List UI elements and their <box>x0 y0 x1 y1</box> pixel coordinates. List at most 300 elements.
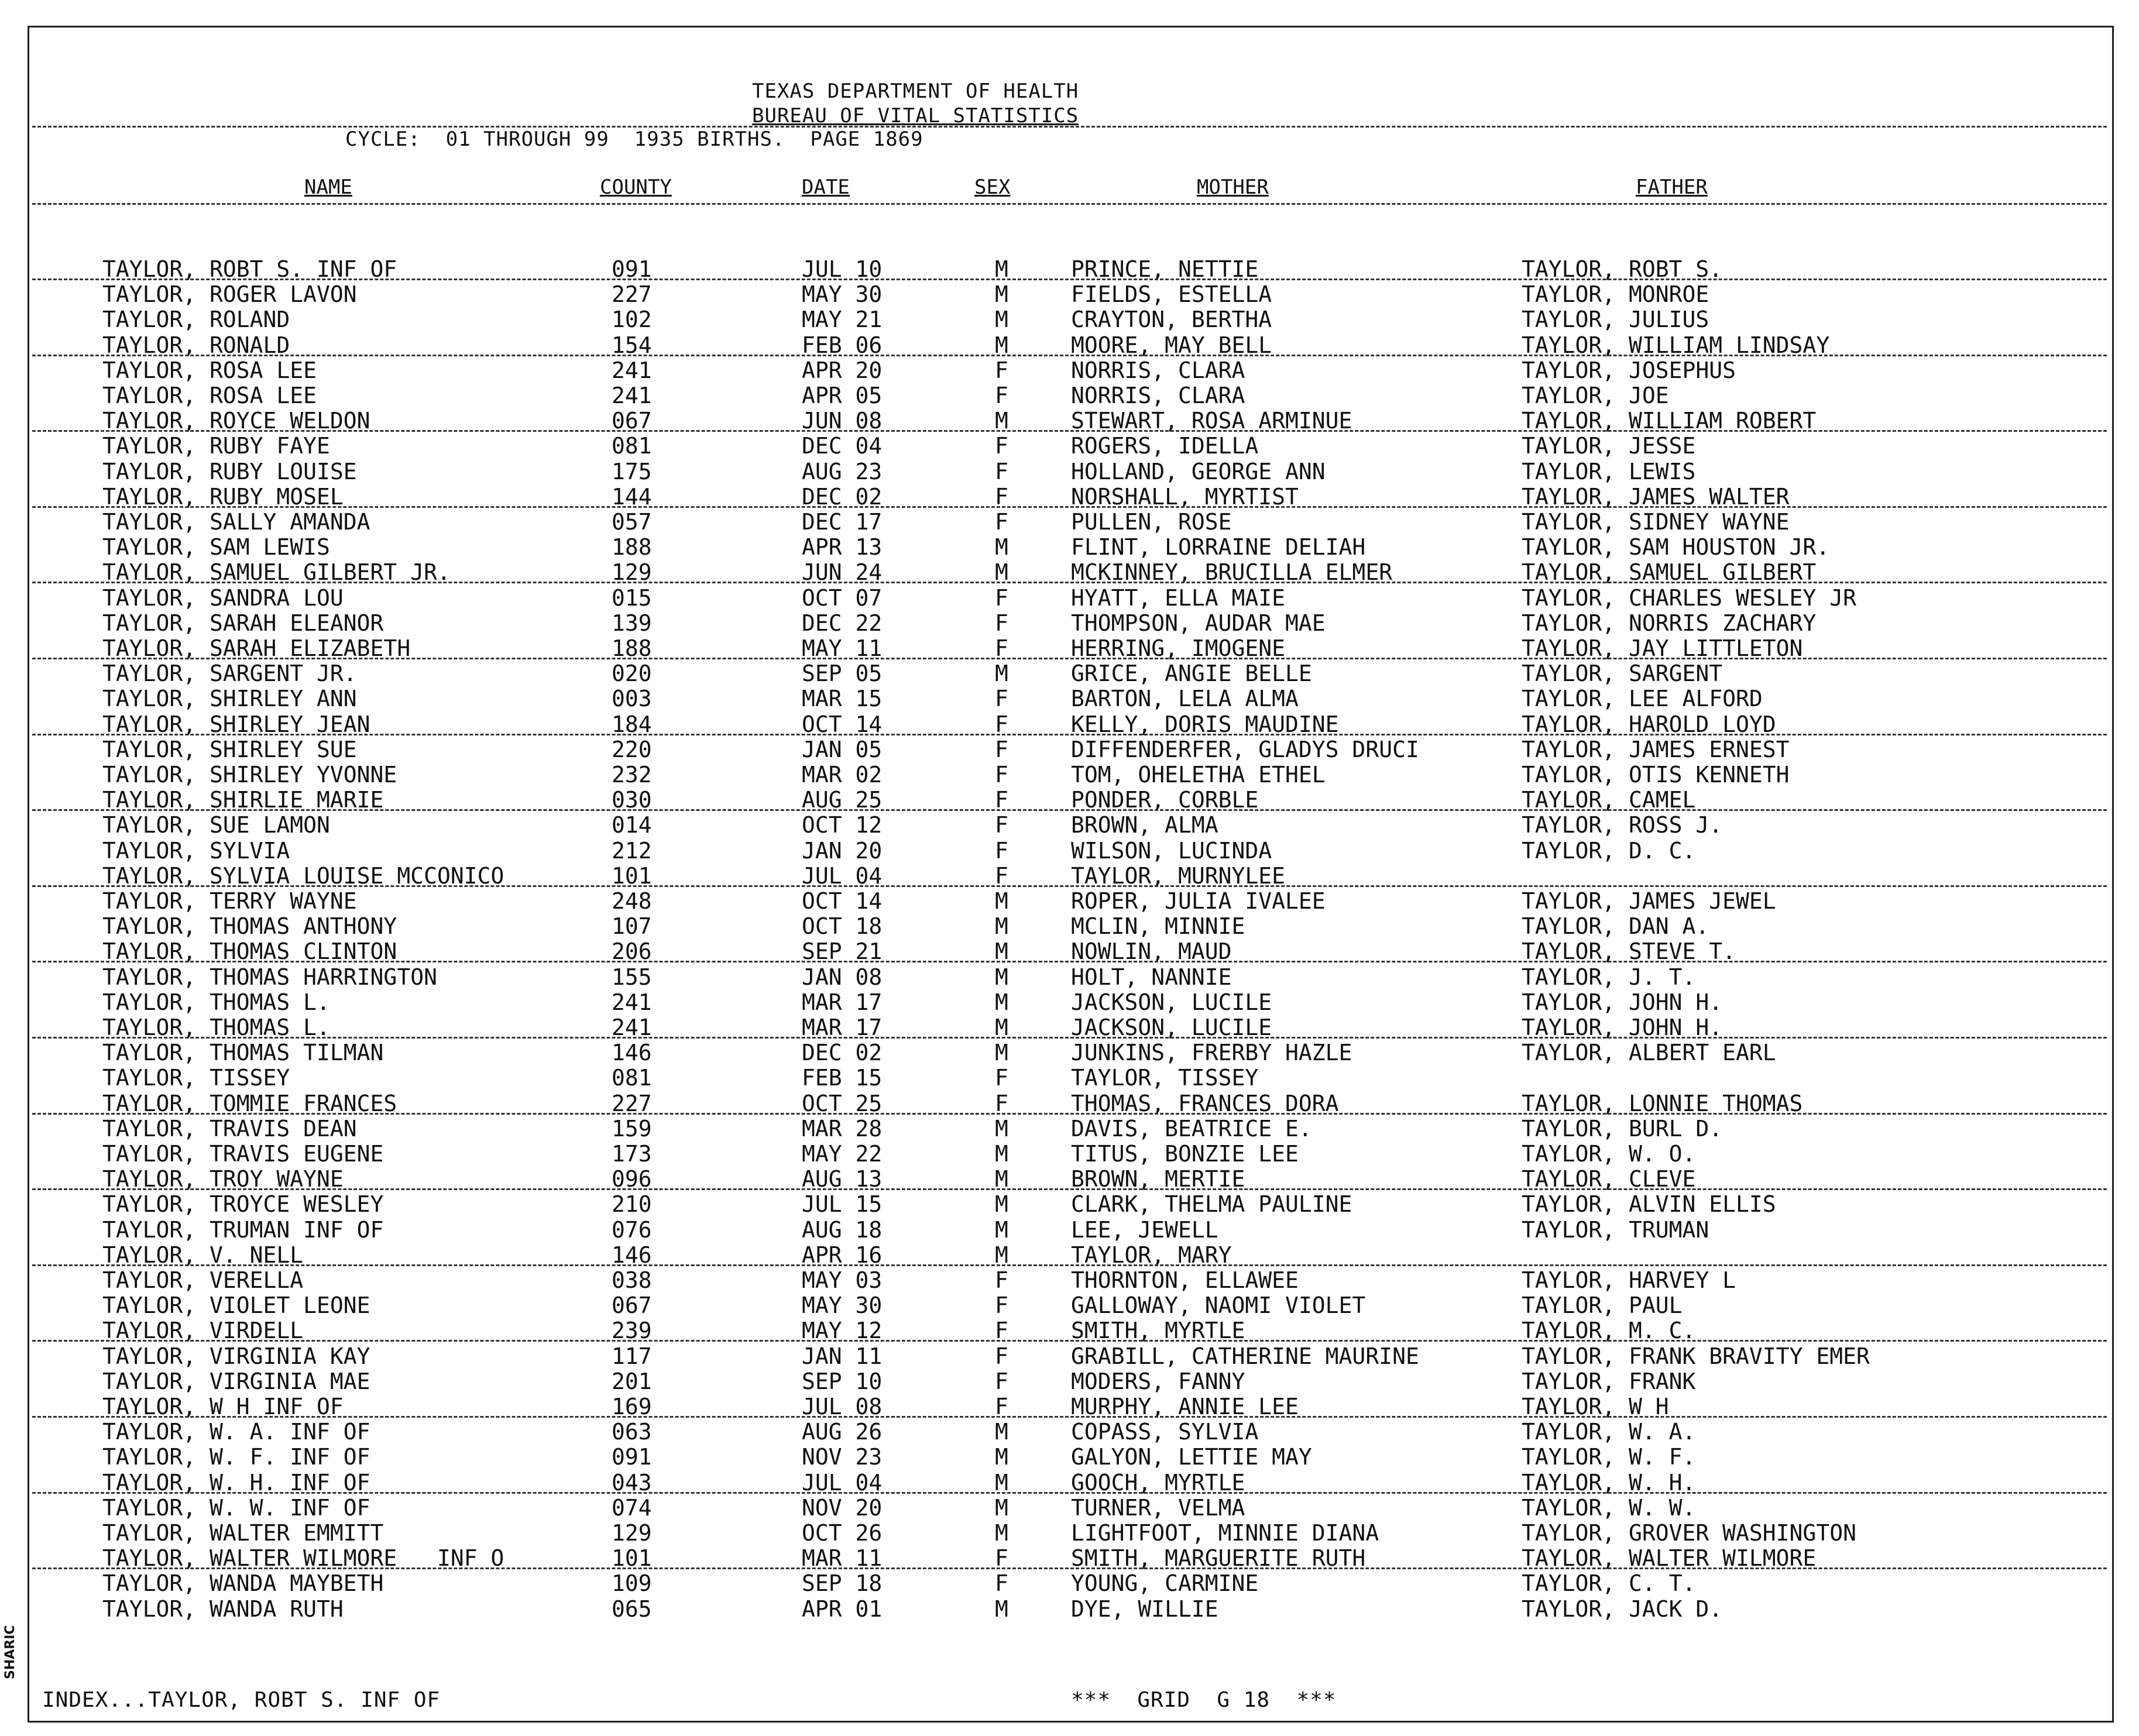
county-cell: 206 <box>612 939 652 965</box>
row-divider <box>32 355 2107 356</box>
date-cell: APR 20 <box>802 357 883 383</box>
table-row <box>0 889 2139 913</box>
sex-cell: F <box>995 610 1008 636</box>
sex-cell: M <box>995 964 1008 990</box>
mother-cell: MOORE, MAY BELL <box>1071 332 1272 358</box>
row-divider <box>32 734 2107 735</box>
sex-cell: M <box>995 1040 1008 1066</box>
name-cell: TAYLOR, W H INF OF <box>102 1394 344 1419</box>
county-cell: 101 <box>612 862 652 889</box>
father-cell: TAYLOR, LEWIS <box>1522 458 1696 484</box>
name-cell: TAYLOR, ROBT S. INF OF <box>102 256 397 282</box>
father-cell: TAYLOR, STEVE T. <box>1522 939 1736 965</box>
column-header-mother: MOTHER <box>1197 176 1269 199</box>
sex-cell: M <box>995 281 1008 308</box>
county-cell: 063 <box>612 1419 652 1445</box>
table-row <box>0 1092 2139 1115</box>
table-row <box>0 839 2139 862</box>
sex-cell: F <box>995 1318 1008 1344</box>
county-cell: 210 <box>612 1191 652 1218</box>
county-cell: 227 <box>612 1090 652 1116</box>
date-cell: SEP 21 <box>802 939 883 965</box>
table-row <box>0 611 2139 635</box>
sex-cell: F <box>995 357 1008 383</box>
father-cell: TAYLOR, J. T. <box>1522 964 1696 990</box>
sex-cell: F <box>995 1065 1008 1091</box>
name-cell: TAYLOR, ROSA LEE <box>102 357 317 383</box>
father-cell: TAYLOR, JAMES WALTER <box>1522 483 1790 510</box>
county-cell: 184 <box>612 711 652 737</box>
mother-cell: JUNKINS, FRERBY HAZLE <box>1071 1040 1352 1066</box>
county-cell: 102 <box>612 307 652 333</box>
side-label: SHARIC <box>3 1625 18 1679</box>
header-bureau: BUREAU OF VITAL STATISTICS <box>752 104 1079 128</box>
mother-cell: BROWN, ALMA <box>1071 812 1218 838</box>
date-cell: JAN 05 <box>802 736 883 762</box>
name-cell: TAYLOR, WANDA RUTH <box>102 1596 344 1622</box>
county-cell: 144 <box>612 483 652 510</box>
county-cell: 159 <box>612 1115 652 1142</box>
date-cell: AUG 13 <box>802 1166 883 1192</box>
date-cell: AUG 25 <box>802 787 883 813</box>
name-cell: TAYLOR, SARAH ELIZABETH <box>102 635 411 661</box>
row-divider <box>32 885 2107 887</box>
table-row <box>0 257 2139 281</box>
footer-index: INDEX...TAYLOR, ROBT S. INF OF <box>42 1688 441 1712</box>
table-row <box>0 662 2139 685</box>
name-cell: TAYLOR, SHIRLEY YVONNE <box>102 762 397 788</box>
mother-cell: TAYLOR, TISSEY <box>1071 1065 1259 1091</box>
sex-cell: F <box>995 458 1008 484</box>
county-cell: 107 <box>612 913 652 940</box>
date-cell: OCT 25 <box>802 1090 883 1116</box>
father-cell: TAYLOR, LONNIE THOMAS <box>1522 1090 1803 1116</box>
name-cell: TAYLOR, ROYCE WELDON <box>102 408 370 434</box>
county-cell: 043 <box>612 1469 652 1496</box>
date-cell: APR 13 <box>802 534 883 561</box>
father-cell: TAYLOR, CLEVE <box>1522 1166 1696 1192</box>
county-cell: 091 <box>612 1444 652 1470</box>
county-cell: 175 <box>612 458 652 484</box>
name-cell: TAYLOR, TISSEY <box>102 1065 290 1091</box>
county-cell: 014 <box>612 812 652 838</box>
name-cell: TAYLOR, TRAVIS EUGENE <box>102 1141 384 1167</box>
mother-cell: TOM, OHELETHA ETHEL <box>1071 762 1326 788</box>
father-cell: TAYLOR, W. F. <box>1522 1444 1696 1470</box>
father-cell: TAYLOR, JOHN H. <box>1522 989 1723 1015</box>
county-cell: 109 <box>612 1570 652 1597</box>
mother-cell: MURPHY, ANNIE LEE <box>1071 1394 1299 1419</box>
date-cell: NOV 20 <box>802 1494 883 1521</box>
father-cell: TAYLOR, WILLIAM LINDSAY <box>1522 332 1830 358</box>
date-cell: MAY 22 <box>802 1141 883 1167</box>
table-row <box>0 1269 2139 1292</box>
father-cell: TAYLOR, ROBT S. <box>1522 256 1723 282</box>
county-cell: 146 <box>612 1242 652 1268</box>
table-row <box>0 637 2139 660</box>
sex-cell: M <box>995 1444 1008 1470</box>
mother-cell: DYE, WILLIE <box>1071 1596 1218 1622</box>
county-cell: 146 <box>612 1040 652 1066</box>
sex-cell: M <box>995 1015 1008 1040</box>
sex-cell: F <box>995 736 1008 762</box>
name-cell: TAYLOR, SHIRLEY SUE <box>102 736 357 762</box>
table-row <box>0 763 2139 786</box>
name-cell: TAYLOR, SANDRA LOU <box>102 585 344 611</box>
name-cell: TAYLOR, SALLY AMANDA <box>102 509 370 535</box>
name-cell: TAYLOR, TROY WAYNE <box>102 1166 344 1192</box>
name-cell: TAYLOR, WANDA MAYBETH <box>102 1570 384 1597</box>
name-cell: TAYLOR, W. F. INF OF <box>102 1444 370 1470</box>
row-divider <box>32 1113 2107 1115</box>
county-cell: 067 <box>612 408 652 434</box>
table-row <box>0 409 2139 432</box>
date-cell: MAR 17 <box>802 989 883 1015</box>
date-cell: NOV 23 <box>802 1444 883 1470</box>
name-cell: TAYLOR, RUBY MOSEL <box>102 483 344 510</box>
county-cell: 154 <box>612 332 652 358</box>
father-cell: TAYLOR, JULIUS <box>1522 307 1709 333</box>
father-cell: TAYLOR, HAROLD LOYD <box>1522 711 1776 737</box>
mother-cell: ROGERS, IDELLA <box>1071 433 1259 459</box>
date-cell: MAR 11 <box>802 1545 883 1572</box>
county-cell: 188 <box>612 534 652 561</box>
name-cell: TAYLOR, ROGER LAVON <box>102 281 357 308</box>
date-cell: MAR 02 <box>802 762 883 788</box>
sex-cell: F <box>995 1394 1008 1419</box>
row-divider <box>32 430 2107 432</box>
sex-cell: M <box>995 307 1008 333</box>
table-row <box>0 864 2139 888</box>
sex-cell: F <box>995 837 1008 864</box>
row-divider <box>32 582 2107 583</box>
date-cell: MAY 30 <box>802 281 883 308</box>
county-cell: 057 <box>612 509 652 535</box>
table-row <box>0 687 2139 710</box>
mother-cell: LEE, JEWELL <box>1071 1216 1218 1243</box>
father-cell: TAYLOR, W. O. <box>1522 1141 1696 1167</box>
name-cell: TAYLOR, WALTER WILMORE INF O <box>102 1545 504 1572</box>
column-header-name: NAME <box>304 176 352 199</box>
mother-cell: FIELDS, ESTELLA <box>1071 281 1272 308</box>
father-cell: TAYLOR, TRUMAN <box>1522 1216 1709 1243</box>
name-cell: TAYLOR, THOMAS L. <box>102 1015 330 1040</box>
mother-cell: HOLLAND, GEORGE ANN <box>1071 458 1326 484</box>
date-cell: JUL 04 <box>802 862 883 889</box>
county-cell: 201 <box>612 1368 652 1394</box>
father-cell: TAYLOR, LEE ALFORD <box>1522 686 1763 712</box>
county-cell: 015 <box>612 585 652 611</box>
table-row <box>0 1294 2139 1317</box>
name-cell: TAYLOR, W. H. INF OF <box>102 1469 370 1496</box>
column-header-sex: SEX <box>974 176 1011 199</box>
name-cell: TAYLOR, SHIRLIE MARIE <box>102 787 384 813</box>
father-cell: TAYLOR, JESSE <box>1522 433 1696 459</box>
name-cell: TAYLOR, SYLVIA <box>102 837 290 864</box>
sex-cell: M <box>995 1469 1008 1496</box>
date-cell: JUL 08 <box>802 1394 883 1419</box>
date-cell: DEC 22 <box>802 610 883 636</box>
name-cell: TAYLOR, SHIRLEY JEAN <box>102 711 370 737</box>
date-cell: SEP 10 <box>802 1368 883 1394</box>
father-cell: TAYLOR, FRANK BRAVITY EMER <box>1522 1343 1870 1369</box>
name-cell: TAYLOR, VERELLA <box>102 1267 304 1293</box>
mother-cell: HOLT, NANNIE <box>1071 964 1232 990</box>
name-cell: TAYLOR, ROSA LEE <box>102 383 317 408</box>
date-cell: JUL 15 <box>802 1191 883 1218</box>
name-cell: TAYLOR, W. A. INF OF <box>102 1419 370 1445</box>
table-row <box>0 1142 2139 1166</box>
name-cell: TAYLOR, SUE LAMON <box>102 812 330 838</box>
father-cell: TAYLOR, D. C. <box>1522 837 1696 864</box>
county-cell: 212 <box>612 837 652 864</box>
date-cell: MAY 30 <box>802 1292 883 1319</box>
table-row <box>0 940 2139 963</box>
county-cell: 091 <box>612 256 652 282</box>
mother-cell: THOMAS, FRANCES DORA <box>1071 1090 1339 1116</box>
sex-cell: F <box>995 1368 1008 1394</box>
father-cell: TAYLOR, W. H. <box>1522 1469 1696 1496</box>
county-cell: 003 <box>612 686 652 712</box>
table-row <box>0 1597 2139 1621</box>
table-row <box>0 1218 2139 1242</box>
father-cell: TAYLOR, ROSS J. <box>1522 812 1723 838</box>
name-cell: TAYLOR, SAM LEWIS <box>102 534 330 561</box>
date-cell: OCT 07 <box>802 585 883 611</box>
date-cell: MAR 15 <box>802 686 883 712</box>
table-row <box>0 283 2139 306</box>
table-row <box>0 460 2139 483</box>
mother-cell: BROWN, MERTIE <box>1071 1166 1245 1192</box>
date-cell: DEC 02 <box>802 1040 883 1066</box>
date-cell: JUN 24 <box>802 559 883 586</box>
mother-cell: LIGHTFOOT, MINNIE DIANA <box>1071 1520 1379 1546</box>
sex-cell: F <box>995 1090 1008 1116</box>
mother-cell: PRINCE, NETTIE <box>1071 256 1259 282</box>
mother-cell: CLARK, THELMA PAULINE <box>1071 1191 1352 1218</box>
table-row <box>0 915 2139 938</box>
mother-cell: HYATT, ELLA MAIE <box>1071 585 1286 611</box>
sex-cell: M <box>995 559 1008 586</box>
sex-cell: F <box>995 509 1008 535</box>
date-cell: FEB 06 <box>802 332 883 358</box>
county-cell: 241 <box>612 1015 652 1040</box>
date-cell: AUG 23 <box>802 458 883 484</box>
date-cell: JUL 10 <box>802 256 883 282</box>
name-cell: TAYLOR, WALTER EMMITT <box>102 1520 384 1546</box>
county-cell: 248 <box>612 888 652 914</box>
mother-cell: MODERS, FANNY <box>1071 1368 1245 1394</box>
date-cell: JUL 04 <box>802 1469 883 1496</box>
table-row <box>0 1395 2139 1418</box>
mother-cell: PONDER, CORBLE <box>1071 787 1259 813</box>
date-cell: AUG 26 <box>802 1419 883 1445</box>
sex-cell: M <box>995 1520 1008 1546</box>
father-cell: TAYLOR, ALVIN ELLIS <box>1522 1191 1776 1218</box>
date-cell: SEP 18 <box>802 1570 883 1597</box>
father-cell: TAYLOR, SAM HOUSTON JR. <box>1522 534 1830 561</box>
mother-cell: THORNTON, ELLAWEE <box>1071 1267 1299 1293</box>
mother-cell: KELLY, DORIS MAUDINE <box>1071 711 1339 737</box>
table-row <box>0 384 2139 407</box>
mother-cell: FLINT, LORRAINE DELIAH <box>1071 534 1366 561</box>
date-cell: OCT 14 <box>802 711 883 737</box>
column-header-father: FATHER <box>1636 176 1708 199</box>
date-cell: OCT 26 <box>802 1520 883 1546</box>
date-cell: MAR 28 <box>802 1115 883 1142</box>
header-divider <box>32 126 2107 128</box>
table-row <box>0 1192 2139 1216</box>
name-cell: TAYLOR, SARGENT JR. <box>102 661 357 687</box>
father-cell: TAYLOR, JAY LITTLETON <box>1522 635 1803 661</box>
father-cell: TAYLOR, FRANK <box>1522 1368 1696 1394</box>
county-cell: 139 <box>612 610 652 636</box>
mother-cell: DIFFENDERFER, GLADYS DRUCI <box>1071 736 1419 762</box>
sex-cell: F <box>995 383 1008 408</box>
sex-cell: F <box>995 862 1008 889</box>
table-row <box>0 561 2139 584</box>
table-row <box>0 1496 2139 1520</box>
father-cell: TAYLOR, W. A. <box>1522 1419 1696 1445</box>
column-header-date: DATE <box>802 176 850 199</box>
father-cell: TAYLOR, NORRIS ZACHARY <box>1522 610 1817 636</box>
row-divider <box>32 1567 2107 1569</box>
row-divider <box>32 1492 2107 1494</box>
row-divider <box>32 809 2107 811</box>
mother-cell: GRABILL, CATHERINE MAURINE <box>1071 1343 1419 1369</box>
table-row <box>0 334 2139 357</box>
date-cell: AUG 18 <box>802 1216 883 1243</box>
table-row <box>0 1420 2139 1443</box>
table-row <box>0 1319 2139 1342</box>
date-cell: JUN 08 <box>802 408 883 434</box>
county-cell: 241 <box>612 357 652 383</box>
father-cell: TAYLOR, BURL D. <box>1522 1115 1723 1142</box>
father-cell: TAYLOR, DAN A. <box>1522 913 1709 940</box>
sex-cell: M <box>995 1242 1008 1268</box>
sex-cell: F <box>995 1292 1008 1319</box>
father-cell: TAYLOR, MONROE <box>1522 281 1709 308</box>
name-cell: TAYLOR, VIOLET LEONE <box>102 1292 370 1319</box>
county-cell: 241 <box>612 989 652 1015</box>
sex-cell: F <box>995 812 1008 838</box>
table-row <box>0 1546 2139 1570</box>
name-cell: TAYLOR, THOMAS HARRINGTON <box>102 964 437 990</box>
name-cell: TAYLOR, RUBY LOUISE <box>102 458 357 484</box>
name-cell: TAYLOR, THOMAS L. <box>102 989 330 1015</box>
county-cell: 065 <box>612 1596 652 1622</box>
name-cell: TAYLOR, THOMAS TILMAN <box>102 1040 384 1066</box>
father-cell: TAYLOR, JOE <box>1522 383 1669 408</box>
sex-cell: M <box>995 408 1008 434</box>
father-cell: TAYLOR, JACK D. <box>1522 1596 1723 1622</box>
table-row <box>0 510 2139 534</box>
sex-cell: M <box>995 1419 1008 1445</box>
name-cell: TAYLOR, SHIRLEY ANN <box>102 686 357 712</box>
mother-cell: SMITH, MARGUERITE RUTH <box>1071 1545 1366 1572</box>
row-divider <box>32 279 2107 280</box>
sex-cell: F <box>995 1570 1008 1597</box>
sex-cell: F <box>995 1343 1008 1369</box>
mother-cell: MCLIN, MINNIE <box>1071 913 1245 940</box>
mother-cell: DAVIS, BEATRICE E. <box>1071 1115 1312 1142</box>
county-cell: 101 <box>612 1545 652 1572</box>
name-cell: TAYLOR, VIRGINIA MAE <box>102 1368 370 1394</box>
table-row <box>0 713 2139 736</box>
table-row <box>0 1572 2139 1595</box>
county-cell: 081 <box>612 1065 652 1091</box>
name-cell: TAYLOR, SAMUEL GILBERT JR. <box>102 559 451 586</box>
county-cell: 227 <box>612 281 652 308</box>
table-row <box>0 1445 2139 1469</box>
column-header-county: COUNTY <box>600 176 672 199</box>
table-row <box>0 1243 2139 1267</box>
table-row <box>0 535 2139 559</box>
mother-cell: ROPER, JULIA IVALEE <box>1071 888 1326 914</box>
father-cell: TAYLOR, CHARLES WESLEY JR <box>1522 585 1856 611</box>
date-cell: SEP 05 <box>802 661 883 687</box>
table-row <box>0 1521 2139 1545</box>
table-row <box>0 738 2139 761</box>
table-row <box>0 788 2139 812</box>
father-cell: TAYLOR, W. W. <box>1522 1494 1696 1521</box>
sex-cell: F <box>995 1267 1008 1293</box>
father-cell: TAYLOR, CAMEL <box>1522 787 1696 813</box>
father-cell: TAYLOR, PAUL <box>1522 1292 1683 1319</box>
header-department: TEXAS DEPARTMENT OF HEALTH <box>752 80 1079 103</box>
date-cell: MAR 17 <box>802 1015 883 1040</box>
sex-cell: M <box>995 939 1008 965</box>
mother-cell: JACKSON, LUCILE <box>1071 989 1272 1015</box>
name-cell: TAYLOR, SARAH ELEANOR <box>102 610 384 636</box>
table-row <box>0 1167 2139 1191</box>
mother-cell: MCKINNEY, BRUCILLA ELMER <box>1071 559 1393 586</box>
mother-cell: NORRIS, CLARA <box>1071 383 1245 408</box>
father-cell: TAYLOR, JOSEPHUS <box>1522 357 1736 383</box>
table-row <box>0 1016 2139 1039</box>
table-row <box>0 359 2139 382</box>
father-cell: TAYLOR, WALTER WILMORE <box>1522 1545 1817 1572</box>
county-cell: 239 <box>612 1318 652 1344</box>
sex-cell: F <box>995 787 1008 813</box>
mother-cell: PULLEN, ROSE <box>1071 509 1232 535</box>
sex-cell: M <box>995 661 1008 687</box>
name-cell: TAYLOR, TERRY WAYNE <box>102 888 357 914</box>
name-cell: TAYLOR, THOMAS CLINTON <box>102 939 397 965</box>
father-cell: TAYLOR, WILLIAM ROBERT <box>1522 408 1817 434</box>
mother-cell: GRICE, ANGIE BELLE <box>1071 661 1312 687</box>
mother-cell: NORRIS, CLARA <box>1071 357 1245 383</box>
county-cell: 076 <box>612 1216 652 1243</box>
table-row <box>0 434 2139 458</box>
father-cell: TAYLOR, ALBERT EARL <box>1522 1040 1776 1066</box>
name-cell: TAYLOR, W. W. INF OF <box>102 1494 370 1521</box>
county-cell: 169 <box>612 1394 652 1419</box>
sex-cell: M <box>995 888 1008 914</box>
date-cell: JAN 08 <box>802 964 883 990</box>
father-cell: TAYLOR, GROVER WASHINGTON <box>1522 1520 1856 1546</box>
table-row <box>0 1345 2139 1368</box>
date-cell: DEC 17 <box>802 509 883 535</box>
county-cell: 173 <box>612 1141 652 1167</box>
date-cell: MAY 21 <box>802 307 883 333</box>
date-cell: OCT 18 <box>802 913 883 940</box>
date-cell: MAY 11 <box>802 635 883 661</box>
table-row <box>0 308 2139 331</box>
sex-cell: M <box>995 1115 1008 1142</box>
mother-cell: YOUNG, CARMINE <box>1071 1570 1259 1597</box>
date-cell: APR 16 <box>802 1242 883 1268</box>
